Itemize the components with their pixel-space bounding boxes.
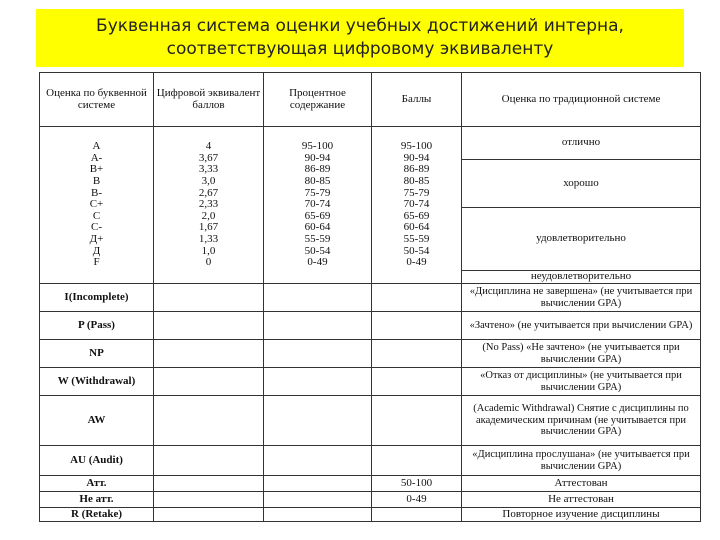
note-not-attested: Не аттестован [462, 492, 701, 508]
percent-value: 60-64 [304, 221, 331, 234]
note-attested: Аттестован [462, 476, 701, 492]
traditional-satisfactory: удовлетворительно [462, 208, 700, 271]
special-row-audit [40, 446, 701, 476]
points-attested: 50-100 [372, 476, 462, 492]
special-row-pass [40, 312, 701, 340]
points-not-attested: 0-49 [372, 492, 462, 508]
digital-value: 3,33 [198, 163, 219, 176]
percent-list [264, 127, 372, 284]
header-points: Баллы [372, 73, 462, 127]
header-digital: Цифровой эквивалент баллов [154, 73, 264, 127]
header-traditional: Оценка по традиционной системе [462, 73, 701, 127]
title-banner [36, 9, 684, 67]
percent-value: 90-94 [304, 151, 331, 164]
letter-grade: A- [90, 151, 103, 164]
grade-aw: AW [40, 396, 154, 446]
grade-audit: AU (Audit) [40, 446, 154, 476]
points-value: 95-100 [400, 140, 433, 153]
note-withdrawal: «Отказ от дисциплины» (не учитывается при вычислении GPA) [462, 368, 701, 396]
digital-value: 3,67 [198, 151, 219, 164]
traditional-grades [462, 127, 701, 284]
letter-grade: C [92, 209, 101, 222]
header-row [40, 73, 701, 127]
digital-value: 1,67 [198, 221, 219, 234]
digital-value: 3,0 [201, 175, 216, 188]
percent-value: 86-89 [304, 163, 331, 176]
percent-value: 50-54 [304, 244, 331, 257]
percent-value: 55-59 [304, 232, 331, 245]
digital-value: 0 [205, 256, 212, 269]
points-value: 90-94 [403, 151, 430, 164]
grade-not-attested: Не атт. [40, 492, 154, 508]
digital-value: 2,0 [201, 209, 216, 222]
percent-value: 65-69 [304, 209, 331, 222]
grade-pass: P (Pass) [40, 312, 154, 340]
digital-equivalents-list [154, 127, 264, 284]
title-line-1: Буквенная система оценки учебных достижений интерна, [96, 16, 624, 36]
letter-grade: Д+ [89, 232, 104, 245]
digital-value: 4 [205, 140, 212, 153]
attestation-row [40, 476, 701, 492]
not-attestation-row [40, 492, 701, 508]
special-row-aw [40, 396, 701, 446]
grades-table [39, 72, 701, 522]
percent-value: 95-100 [301, 140, 334, 153]
grade-withdrawal: W (Withdrawal) [40, 368, 154, 396]
traditional-good: хорошо [462, 160, 700, 208]
note-audit: «Дисциплина прослушана» (не учитывается при вычислении GPA) [462, 446, 701, 476]
points-value: 0-49 [406, 256, 427, 269]
points-value: 50-54 [403, 244, 430, 257]
points-value: 86-89 [403, 163, 430, 176]
letter-grade: C+ [89, 198, 104, 211]
grade-attested: Атт. [40, 476, 154, 492]
header-percent: Процентное содержание [264, 73, 372, 127]
traditional-excellent: отлично [462, 127, 700, 160]
digital-value: 1,0 [201, 244, 216, 257]
note-nopass: (No Pass) «Не зачтено» (не учитывается при вычислении GPA) [462, 340, 701, 368]
digital-value: 2,67 [198, 186, 219, 199]
points-value: 60-64 [403, 221, 430, 234]
title-line-2: соответствующая цифровому эквиваленту [166, 39, 554, 59]
points-value: 55-59 [403, 232, 430, 245]
points-value: 75-79 [403, 186, 430, 199]
points-value: 70-74 [403, 198, 430, 211]
percent-value: 70-74 [304, 198, 331, 211]
digital-value: 2,33 [198, 198, 219, 211]
grade-nopass: NP [40, 340, 154, 368]
letter-grade: C- [91, 221, 102, 234]
letter-grade: F [93, 256, 100, 269]
traditional-unsatisfactory: неудовлетворительно [530, 270, 632, 283]
note-retake: Повторное изучение дисциплины [462, 508, 701, 522]
points-list [372, 127, 462, 284]
percent-value: 75-79 [304, 186, 331, 199]
special-row-nopass [40, 340, 701, 368]
letter-grade: Д [92, 244, 101, 257]
note-pass: «Зачтено» (не учитывается при вычислении GPA) [462, 312, 701, 340]
grade-scale-row [40, 127, 701, 284]
retake-row [40, 508, 701, 522]
note-incomplete: «Дисциплина не завершена» (не учитывается при вычислении GPA) [462, 284, 701, 312]
points-value: 65-69 [403, 209, 430, 222]
letter-grade: A [92, 140, 101, 153]
percent-value: 0-49 [307, 256, 328, 269]
header-letter: Оценка по буквенной системе [40, 73, 154, 127]
grade-retake: R (Retake) [40, 508, 154, 522]
grade-incomplete: I(Incomplete) [40, 284, 154, 312]
digital-value: 1,33 [198, 232, 219, 245]
special-row-withdrawal [40, 368, 701, 396]
letter-grade: B [92, 175, 101, 188]
special-row-incomplete [40, 284, 701, 312]
note-aw: (Academic Withdrawal) Снятие с дисциплины по академическим причинам (не учитывается при вычислении GPA) [462, 396, 701, 446]
percent-value: 80-85 [304, 175, 331, 188]
points-value: 80-85 [403, 175, 430, 188]
letter-grade: B- [91, 186, 102, 199]
letter-grades-list [40, 127, 154, 284]
letter-grade: B+ [89, 163, 104, 176]
